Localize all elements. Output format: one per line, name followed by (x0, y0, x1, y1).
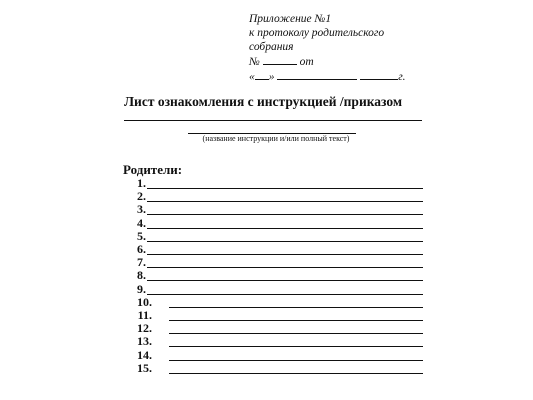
list-item (128, 268, 423, 281)
list-item (128, 295, 423, 308)
annex-ref-line-2: собрания (249, 41, 294, 53)
list-item (128, 202, 423, 215)
row-number: 15. (137, 360, 152, 375)
list-item (128, 361, 423, 374)
list-item (128, 308, 423, 321)
number-blank (263, 54, 297, 65)
signature-line (169, 310, 423, 321)
signature-line (169, 363, 423, 374)
row-number: 5. (137, 228, 146, 243)
sheet-title: Лист ознакомления с инструкцией /приказом (124, 94, 403, 109)
list-item (128, 255, 423, 268)
annex-ref-line-1: к протоколу родительского (249, 27, 385, 39)
row-number: 4. (137, 215, 146, 230)
signature-line (169, 336, 423, 347)
title-rule (124, 120, 422, 121)
signature-line (147, 270, 423, 281)
signature-line (147, 257, 423, 268)
annex-date-line (249, 69, 449, 84)
annex-number-line (249, 54, 449, 69)
list-item (128, 334, 423, 347)
signature-line (147, 231, 423, 242)
signature-line (147, 204, 423, 215)
signature-line (147, 284, 423, 295)
signature-line (169, 350, 423, 361)
list-item (128, 189, 423, 202)
row-number: 13. (137, 334, 152, 349)
list-item (128, 282, 423, 295)
signature-line (147, 191, 423, 202)
subtitle-note: (название инструкции и/или полный текст) (202, 134, 350, 143)
date-quote-open: « (249, 71, 255, 83)
row-number: 6. (137, 242, 146, 256)
row-number: 14. (137, 347, 152, 362)
signature-line (169, 297, 423, 308)
signature-line (169, 323, 423, 334)
day-blank (255, 69, 269, 80)
date-quote-close: » (268, 71, 275, 83)
row-number: 11. (137, 308, 152, 322)
parents-label: Родители: (123, 162, 183, 177)
list-item (128, 216, 423, 229)
signature-line (147, 178, 423, 189)
row-number: 7. (137, 255, 146, 270)
signature-line (147, 244, 423, 255)
row-number: 8. (137, 268, 146, 283)
row-number: 9. (137, 281, 146, 296)
annex-title: Приложение №1 (249, 13, 332, 25)
row-number: 12. (137, 321, 152, 336)
list-item (128, 229, 423, 242)
date-year-suffix: г. (398, 71, 406, 83)
list-item (128, 348, 423, 361)
list-item (128, 321, 423, 334)
number-suffix: от (299, 56, 314, 68)
row-number: 10. (137, 294, 152, 309)
row-number: 2. (137, 189, 146, 204)
list-item (128, 242, 423, 255)
list-item (128, 176, 423, 189)
number-prefix: № (249, 56, 260, 68)
row-number: 3. (137, 202, 146, 217)
row-number: 1. (137, 176, 146, 190)
year-blank (360, 69, 398, 80)
month-blank (277, 69, 357, 80)
signature-line (147, 218, 423, 229)
annex-block (249, 12, 449, 84)
